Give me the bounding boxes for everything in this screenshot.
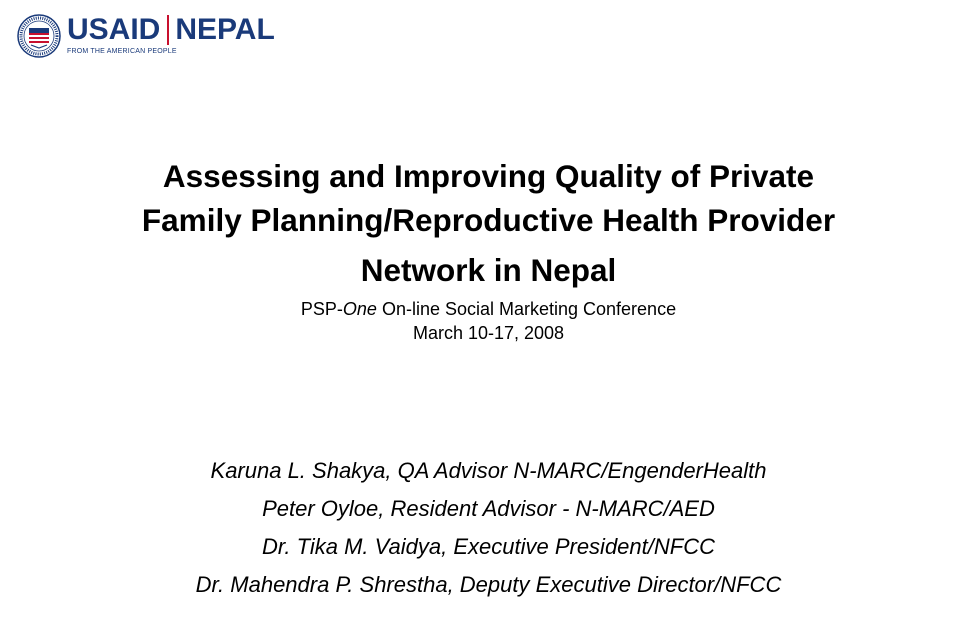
brand-block	[67, 14, 275, 55]
brand-name: USAID	[67, 13, 161, 46]
conference-subtitle	[0, 297, 977, 345]
conference-prefix: PSP-	[300, 299, 343, 319]
conference-suffix: On-line Social Marketing Conference	[376, 299, 677, 319]
conference-name	[0, 297, 977, 321]
usaid-seal-icon	[17, 14, 61, 58]
title-line-3: Network in Nepal	[360, 252, 617, 288]
page-title	[0, 154, 977, 292]
brand-divider	[167, 15, 169, 45]
brand-tagline: FROM THE AMERICAN PEOPLE	[67, 48, 177, 55]
title-line-1: Assessing and Improving Quality of Private	[162, 158, 815, 194]
usaid-logo	[17, 14, 275, 58]
author-line: Dr. Mahendra P. Shrestha, Deputy Executive Director/NFCC	[195, 572, 782, 597]
title-line-2: Family Planning/Reproductive Health Provider	[141, 202, 836, 238]
country-name: NEPAL	[175, 13, 275, 46]
author-line: Peter Oyloe, Resident Advisor - N-MARC/AED	[262, 496, 715, 521]
author-line: Karuna L. Shakya, QA Advisor N-MARC/EngenderHealth	[210, 458, 767, 483]
author-line: Dr. Tika M. Vaidya, Executive President/NFCC	[262, 534, 715, 559]
conference-dates: March 10-17, 2008	[412, 323, 565, 343]
author-list	[0, 452, 977, 604]
conference-italic: One	[342, 299, 377, 319]
